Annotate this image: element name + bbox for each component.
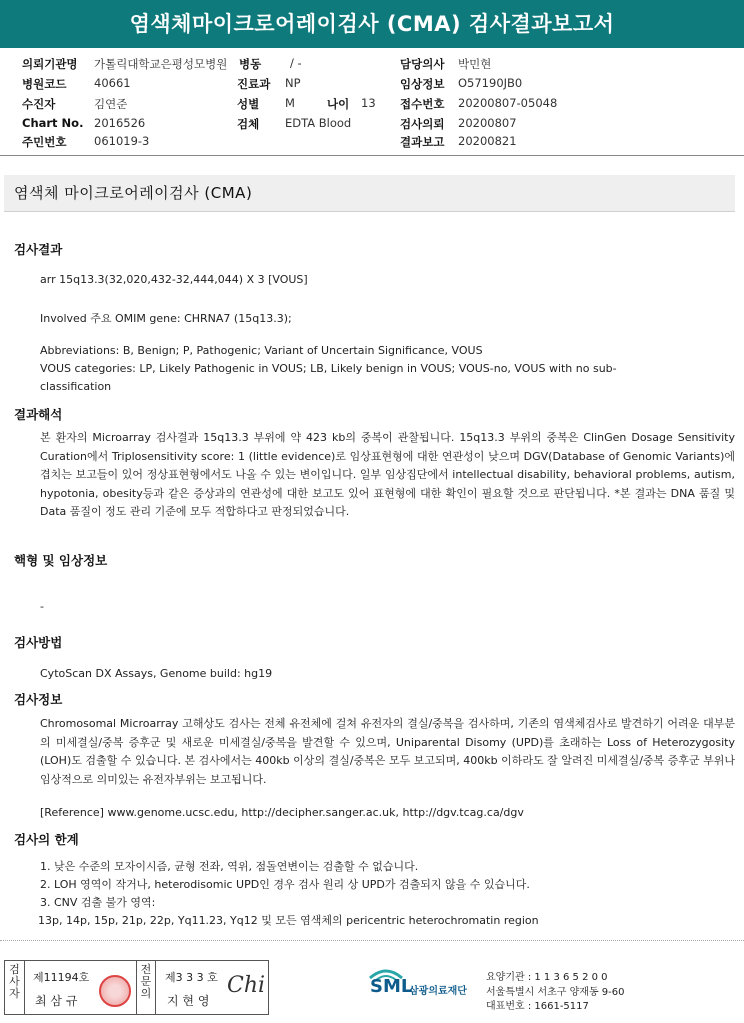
patient-info-block	[0, 52, 744, 152]
specimen-value: EDTA Blood	[285, 116, 352, 130]
receipt-value: 20200807-05048	[458, 96, 558, 110]
doctor-name: 지 현 영	[167, 994, 210, 1008]
hospital-code-label: 병원코드	[22, 77, 67, 91]
doctor-signature: Chi	[227, 973, 266, 998]
result-karyotype-line: arr 15q13.3(32,020,432-32,444,044) X 3 [VOUS]	[40, 273, 308, 286]
limits-item-3: 3. CNV 검출 불가 영역:	[40, 896, 156, 909]
inspector-name: 최 삼 규	[35, 994, 78, 1008]
result-vous-line-cont: classification	[40, 380, 112, 393]
receipt-label: 접수번호	[400, 97, 445, 111]
test-info-heading: 검사정보	[14, 692, 63, 707]
limits-item-1: 1. 낮은 수준의 모자이시즘, 균형 전좌, 역위, 점돌연변이는 검출할 수 없습니다.	[40, 860, 419, 873]
inspector-vertical-label: 검사자	[5, 961, 25, 1014]
collector-label: 수진자	[22, 97, 56, 111]
institution-value: 가톨릭대학교은평성모병원	[94, 57, 228, 71]
logo-mark: SML	[370, 976, 413, 997]
logo-name: 삼광의료재단	[409, 986, 467, 997]
request-value: 20200807	[458, 116, 517, 130]
result-heading: 검사결과	[14, 242, 63, 257]
phone: 대표번호 : 1661-5117	[486, 1001, 589, 1012]
hospital-code-value: 40661	[94, 76, 131, 90]
ward-value: / -	[290, 56, 302, 70]
interpretation-heading: 결과해석	[14, 407, 63, 422]
divider	[0, 155, 744, 156]
ward-label: 병동	[239, 57, 262, 71]
collector-value: 김연준	[94, 97, 128, 111]
result-gene-line: Involved 주요 OMIM gene: CHRNA7 (15q13.3);	[40, 312, 292, 325]
interpretation-text: 본 환자의 Microarray 검사결과 15q13.3 부위에 약 423 kb의 중복이 관찰됩니다. 15q13.3 부위의 중복은 ClinGen Dosage Sensitivity Curation에서 Triplosensitivity score: 1 (little evidence)로 임상표현형에 대한 연관성이 낮으며 DGV(Database of Genomic Variants)에 겹치는 보고들이 있어 정상표현형에서도 나올 수 있는 변이입니다. 일부 임상집단에서 intellectual disability, behavioral problems, autism, hypotonia, obesity등과 같은 증상과의 연관성에 대한 보고도 있어 표현형에 대한 확인이 필요할 것으로 판단됩니다. *본 결과는 DNA 품질 및 Data 품질이 정도 관리 기준에 모두 적합하다고 판정되었습니다.	[40, 431, 735, 518]
limits-item-2: 2. LOH 영역이 작거나, heterodisomic UPD인 경우 검사 원리 상 UPD가 검출되지 않을 수 있습니다.	[40, 878, 530, 891]
karyotype-value: -	[40, 600, 44, 613]
footer	[0, 956, 744, 1023]
resident-label: 주민번호	[22, 135, 67, 149]
report-date-value: 20200821	[458, 134, 517, 148]
agency-code: 요양기관 : 1 1 3 6 5 2 0 0	[486, 972, 608, 983]
dept-label: 진료과	[237, 77, 271, 91]
footer-divider	[0, 940, 744, 941]
doctor-vertical-label: 전문의	[136, 961, 156, 1014]
limits-item-4: 13p, 14p, 15p, 21p, 22p, Yq11.23, Yq12 및 모든 염색체의 pericentric heterochromatin region	[38, 914, 539, 927]
sex-label: 성별	[237, 97, 260, 111]
report-date-label: 결과보고	[400, 135, 445, 149]
test-info-text: Chromosomal Microarray 고해상도 검사는 전체 유전체에 걸쳐 유전자의 결실/중복을 검사하며, 기존의 염색체검사로 발견하기 어려운 대부분의 미세결실/중복 증후군 및 새로운 미세결실/중복을 발견할 수 있으며, Uniparental Disomy (UPD)를 초래하는 Loss of Heterozygosity (LOH)도 검출할 수 있습니다. 본 검사에서는 400kb 이상의 결실/중복은 모두 보고되며, 400kb 이하라도 잘 알려진 미세결실/중복 증후군 부위나 임상적으로 의미있는 유전자부위는 보고됩니다.	[40, 717, 735, 786]
resident-value: 061019-3	[94, 134, 150, 148]
chart-value: 2016526	[94, 116, 146, 130]
karyotype-heading: 핵형 및 임상정보	[14, 553, 108, 568]
doctor-license: 제3 3 3 호	[165, 971, 218, 984]
clinical-label: 임상정보	[400, 77, 445, 91]
limits-heading: 검사의 한계	[14, 832, 79, 847]
institution-label: 의뢰기관명	[22, 57, 78, 71]
address: 서울특별시 서초구 양재동 9-60	[486, 987, 625, 998]
section-title: 염색체 마이크로어레이검사 (CMA)	[4, 175, 735, 212]
reference-line: [Reference] www.genome.ucsc.edu, http://decipher.sanger.ac.uk, http://dgv.tcag.ca/dgv	[40, 806, 524, 819]
seal-stamp	[99, 975, 131, 1007]
dept-value: NP	[285, 76, 301, 90]
age-label: 나이	[327, 97, 350, 111]
age-value: 13	[361, 96, 376, 110]
sex-value: M	[285, 96, 295, 110]
specimen-label: 검체	[237, 117, 260, 131]
result-vous-line: VOUS categories: LP, Likely Pathogenic in VOUS; LB, Likely benign in VOUS; VOUS-no, VOUS with no sub-	[40, 362, 617, 375]
chart-label: Chart No.	[22, 116, 84, 130]
doctor-label: 담당의사	[400, 57, 445, 71]
report-title: 염색체마이크로어레이검사 (CMA) 검사결과보고서	[0, 0, 744, 48]
signature-box	[4, 960, 269, 1015]
method-heading: 검사방법	[14, 635, 63, 650]
doctor-value: 박민현	[458, 57, 492, 71]
request-label: 검사의뢰	[400, 117, 445, 131]
inspector-license: 제11194호	[33, 971, 90, 984]
clinical-value: O57190JB0	[458, 76, 523, 90]
method-value: CytoScan DX Assays, Genome build: hg19	[40, 667, 273, 680]
result-abbrev-line: Abbreviations: B, Benign; P, Pathogenic; Variant of Uncertain Significance, VOUS	[40, 344, 483, 357]
